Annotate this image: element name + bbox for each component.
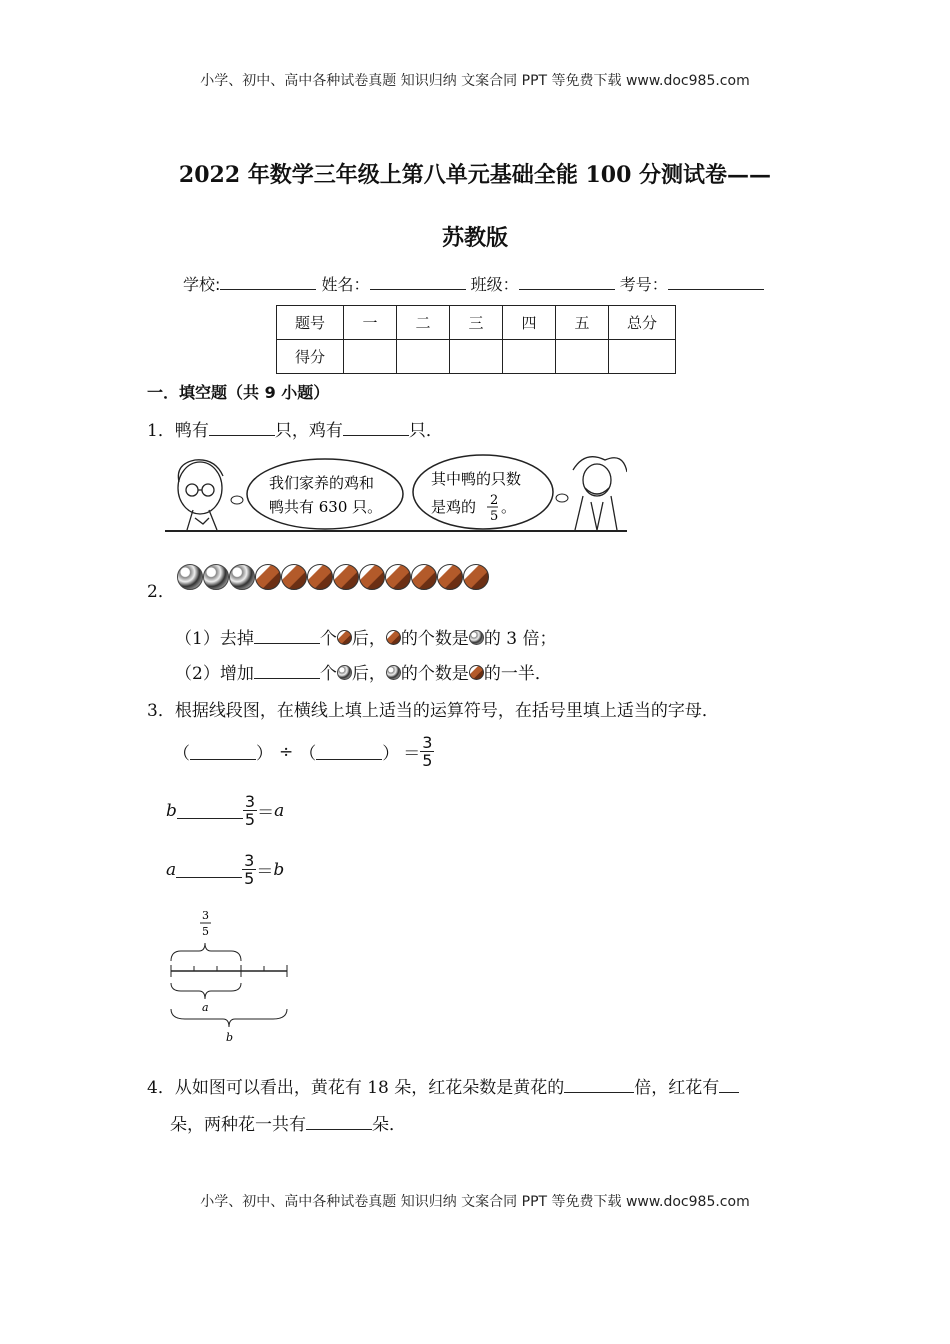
q2-part2 — [175, 659, 552, 684]
q2-2-text-c: 后， — [351, 664, 386, 684]
volleyball-icon — [469, 665, 484, 680]
exam-title-line2: 苏教版 — [441, 225, 508, 251]
grandpa-figure — [573, 457, 627, 530]
equals-sign: ＝ — [403, 744, 421, 764]
score-cell: 题号 — [277, 306, 344, 340]
volleyball-icon — [437, 564, 463, 590]
volleyball-icon — [337, 630, 352, 645]
score-cell: 四 — [503, 306, 556, 340]
soccer-ball-icon — [177, 564, 203, 590]
fraction — [420, 734, 434, 769]
volleyball-icon — [333, 564, 359, 590]
q2-1-text-e: 的 3 倍； — [483, 629, 557, 649]
answer-blank[interactable] — [209, 419, 275, 436]
bubble-right-line1: 其中鸭的只数 — [431, 470, 522, 488]
paren: （ — [299, 744, 317, 764]
volleyball-icon — [386, 630, 401, 645]
frac-num: 3 — [422, 733, 433, 752]
question-2-number: 2． — [147, 582, 175, 602]
q4-text-d: 朵． — [372, 1115, 406, 1135]
score-cell: 总分 — [609, 306, 676, 340]
score-input-cell[interactable] — [397, 340, 450, 374]
diagram-label-b: b — [226, 1031, 234, 1044]
paren: ） — [382, 744, 400, 764]
q1-comic-illustration — [165, 452, 627, 534]
question-number: 1． — [147, 421, 175, 441]
answer-blank[interactable] — [177, 802, 243, 819]
paren: ） — [256, 744, 273, 764]
fraction — [242, 852, 256, 887]
bubble-left-line2: 鸭共有 630 只。 — [269, 498, 383, 516]
segment-diagram-svg — [165, 905, 295, 1045]
soccer-ball-icon — [203, 564, 229, 590]
q2-2-text-a: （2）增加 — [175, 664, 254, 684]
name-blank[interactable] — [370, 273, 466, 290]
answer-blank[interactable] — [254, 627, 320, 644]
frac-num: 3 — [244, 851, 255, 870]
page-header: 小学、初中、高中各种试卷真题 知识归纳 文案合同 PPT 等免费下载 www.doc985.com — [200, 73, 750, 89]
q3-line1 — [173, 734, 434, 769]
speech-bubble-left — [247, 459, 403, 529]
volleyball-icon — [281, 564, 307, 590]
score-table — [276, 305, 676, 374]
score-input-cell[interactable] — [503, 340, 556, 374]
fraction — [243, 793, 257, 828]
equals-sign: ＝ — [257, 803, 275, 823]
answer-blank[interactable] — [316, 743, 382, 760]
page-footer: 小学、初中、高中各种试卷真题 知识归纳 文案合同 PPT 等免费下载 www.doc985.com — [200, 1194, 750, 1210]
divide-sign: ÷ — [279, 741, 294, 762]
score-cell: 一 — [344, 306, 397, 340]
score-input-cell[interactable] — [609, 340, 676, 374]
q3-text: 根据线段图，在横线上填上适当的运算符号，在括号里填上适当的字母． — [174, 701, 719, 721]
score-cell: 二 — [397, 306, 450, 340]
score-cell: 五 — [556, 306, 609, 340]
q3-line3 — [166, 852, 284, 887]
question-number: 4． — [147, 1078, 175, 1098]
q1-text-c: 只． — [408, 421, 443, 441]
q3-segment-diagram — [165, 905, 295, 1045]
score-table-score-row — [277, 340, 676, 374]
frac-den: 5 — [244, 869, 255, 888]
answer-blank[interactable] — [564, 1076, 634, 1093]
score-table-header-row — [277, 306, 676, 340]
var-b: b — [273, 859, 285, 880]
score-input-cell[interactable] — [450, 340, 503, 374]
bubble-left-line1: 我们家养的鸡和 — [269, 474, 375, 492]
comic-drawing — [165, 452, 627, 534]
frac-den: 5 — [244, 810, 256, 829]
question-1 — [147, 416, 443, 441]
q2-2-text-d: 的个数是 — [400, 664, 469, 684]
student-info-row — [183, 272, 764, 295]
answer-blank[interactable] — [306, 1113, 372, 1130]
bubble-right-line2: 是鸡的 — [431, 498, 477, 516]
diagram-label-a: a — [202, 1001, 209, 1014]
soccer-ball-icon — [337, 665, 352, 680]
score-input-cell[interactable] — [344, 340, 397, 374]
score-cell: 三 — [450, 306, 503, 340]
frac-num: 3 — [244, 792, 256, 811]
score-cell: 得分 — [277, 340, 344, 374]
answer-blank[interactable] — [343, 419, 409, 436]
class-label: 班级： — [470, 275, 519, 294]
diagram-frac-num: 3 — [202, 909, 209, 922]
bubble-right-end: 。 — [501, 498, 517, 516]
exam-title-line1: 2022 年数学三年级上第八单元基础全能 100 分测试卷—— — [178, 162, 772, 188]
q2-2-text-e: 的一半． — [483, 664, 552, 684]
q4-text-c: 朵，两种花一共有 — [170, 1115, 306, 1135]
var-a: a — [166, 859, 177, 880]
name-label: 姓名： — [321, 275, 370, 294]
var-a: a — [274, 800, 285, 821]
diagram-frac-den: 5 — [202, 925, 209, 938]
volleyball-icon — [255, 564, 281, 590]
speech-bubble-right — [413, 455, 553, 529]
answer-blank[interactable] — [176, 861, 242, 878]
soccer-ball-icon — [229, 564, 255, 590]
school-blank[interactable] — [220, 273, 316, 290]
q2-2-text-b: 个 — [319, 664, 337, 684]
q2-part1 — [175, 624, 556, 649]
q1-text-a: 鸭有 — [174, 421, 209, 441]
exam-number-blank[interactable] — [668, 273, 764, 290]
bubble-frac-den: 5 — [490, 509, 499, 524]
answer-blank[interactable] — [254, 662, 320, 679]
q4-text-b: 倍，红花有 — [634, 1078, 720, 1098]
question-4-line2 — [170, 1110, 406, 1135]
equals-sign: ＝ — [256, 862, 274, 882]
volleyball-icon — [307, 564, 333, 590]
q4-text-a: 从如图可以看出，黄花有 18 朵，红花朵数是黄花的 — [174, 1078, 565, 1098]
paren: （ — [173, 744, 190, 764]
school-label: 学校: — [183, 275, 221, 294]
q1-text-b: 只，鸡有 — [274, 421, 343, 441]
answer-blank[interactable] — [190, 743, 256, 760]
bubble-frac-num: 2 — [490, 493, 499, 508]
volleyball-icon — [359, 564, 385, 590]
class-blank[interactable] — [519, 273, 615, 290]
section-heading: 一．填空题（共 9 小题） — [147, 383, 330, 402]
q2-balls-row — [177, 564, 489, 590]
volleyball-icon — [463, 564, 489, 590]
q2-1-text-a: （1）去掉 — [175, 629, 254, 649]
var-b: b — [166, 800, 177, 821]
q3-line2 — [166, 793, 284, 828]
soccer-ball-icon — [469, 630, 484, 645]
answer-blank[interactable] — [719, 1076, 739, 1093]
girl-figure — [178, 460, 223, 530]
score-input-cell[interactable] — [556, 340, 609, 374]
volleyball-icon — [411, 564, 437, 590]
question-3 — [147, 696, 719, 721]
exam-number-label: 考号： — [619, 275, 668, 294]
question-4-line1 — [147, 1073, 739, 1098]
volleyball-icon — [385, 564, 411, 590]
q2-1-text-b: 个 — [319, 629, 337, 649]
question-number: 3． — [147, 701, 175, 721]
soccer-ball-icon — [386, 665, 401, 680]
q2-1-text-d: 的个数是 — [400, 629, 469, 649]
frac-den: 5 — [422, 751, 433, 770]
q2-1-text-c: 后， — [351, 629, 386, 649]
